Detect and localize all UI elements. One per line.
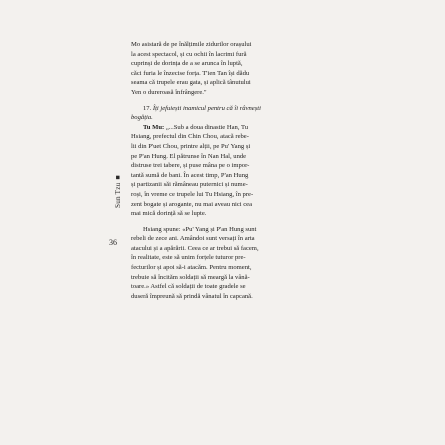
text-line: și partizanii săi rămâneau puternici și nume- bbox=[131, 181, 248, 189]
text-line: Hsiang spune: «Pu' Yang și P'an Hung sunt bbox=[143, 225, 257, 233]
text-line: zent bogate și arogante, nu mai aveau nici cea bbox=[131, 200, 253, 208]
text-line: lii din P'uet Chou, printre alții, pe Pu' Yang și bbox=[131, 142, 251, 150]
text-line: duseră împreună să prindă vânatul în capcană. bbox=[131, 292, 253, 300]
running-head-author: Sun Tzu bbox=[114, 182, 122, 208]
section-heading bbox=[131, 104, 319, 114]
text-line: atacului și a apărării. Ceea ce ar trebui să facem, bbox=[131, 244, 259, 252]
text-line: pe P'an Hung. El pătrunse în Nan Hal, unde bbox=[131, 152, 247, 160]
text-line: Hsiang, prefectul din Chin Chou, atacă rebe- bbox=[131, 133, 249, 141]
text-line: rebeli de zece ani. Amândoi sunt versați în arta bbox=[131, 235, 255, 243]
text-line: cuprinși de dorința de a se arunca în luptă, bbox=[131, 60, 243, 68]
page-text bbox=[131, 40, 319, 301]
text-line: trebuie să încităm soldații să meargă la vână- bbox=[131, 273, 250, 281]
text-line bbox=[131, 123, 319, 133]
text-line: mai mică dorință să se lupte. bbox=[131, 210, 207, 218]
text-line: distruse trei tabere, și puse mâna pe o impor- bbox=[131, 162, 250, 170]
text-line: tantă sumă de bani. În acest timp, P'an Hung bbox=[131, 171, 249, 179]
running-head-separator: ■ bbox=[114, 175, 122, 180]
text-line: seama că trupele erau gata, și aplică tânutului bbox=[131, 79, 251, 87]
section-number: 17. bbox=[143, 104, 152, 112]
text-line: în realitate, este să unim forțele tuturor pre- bbox=[131, 254, 246, 262]
section-heading-continued: bogăția. bbox=[131, 114, 153, 122]
page-number: 36 bbox=[109, 238, 117, 247]
speaker-text: „...Sub a doua dinastie Han, Tu bbox=[164, 123, 249, 131]
paragraph-intro bbox=[131, 40, 319, 98]
text-line: roși, în vreme ce trupele lui Tu Hsiang, în pre- bbox=[131, 190, 254, 198]
text-line: la acest spectacol, și cu ochii în lacrimi fură bbox=[131, 50, 247, 58]
speaker-label: Tu Mu: bbox=[143, 123, 165, 131]
section-heading-text: Îți jefuiești inamicul pentru că îi râvnești bbox=[152, 104, 261, 112]
section-17 bbox=[131, 104, 319, 219]
text-line: toare.» Astfel că soldații de toate gradele se bbox=[131, 283, 246, 291]
paragraph-hsiang bbox=[131, 225, 319, 302]
text-line: căci furia le înzecise forța. T'ien Tan își dădu bbox=[131, 69, 250, 77]
text-line: Mo asistară de pe înălțimile zidurilor orașului bbox=[131, 41, 252, 48]
text-line: Yen o dureroasă înfrângere." bbox=[131, 88, 207, 96]
text-line: fecturilor și apoi să-i atacăm. Pentru moment, bbox=[131, 264, 252, 272]
